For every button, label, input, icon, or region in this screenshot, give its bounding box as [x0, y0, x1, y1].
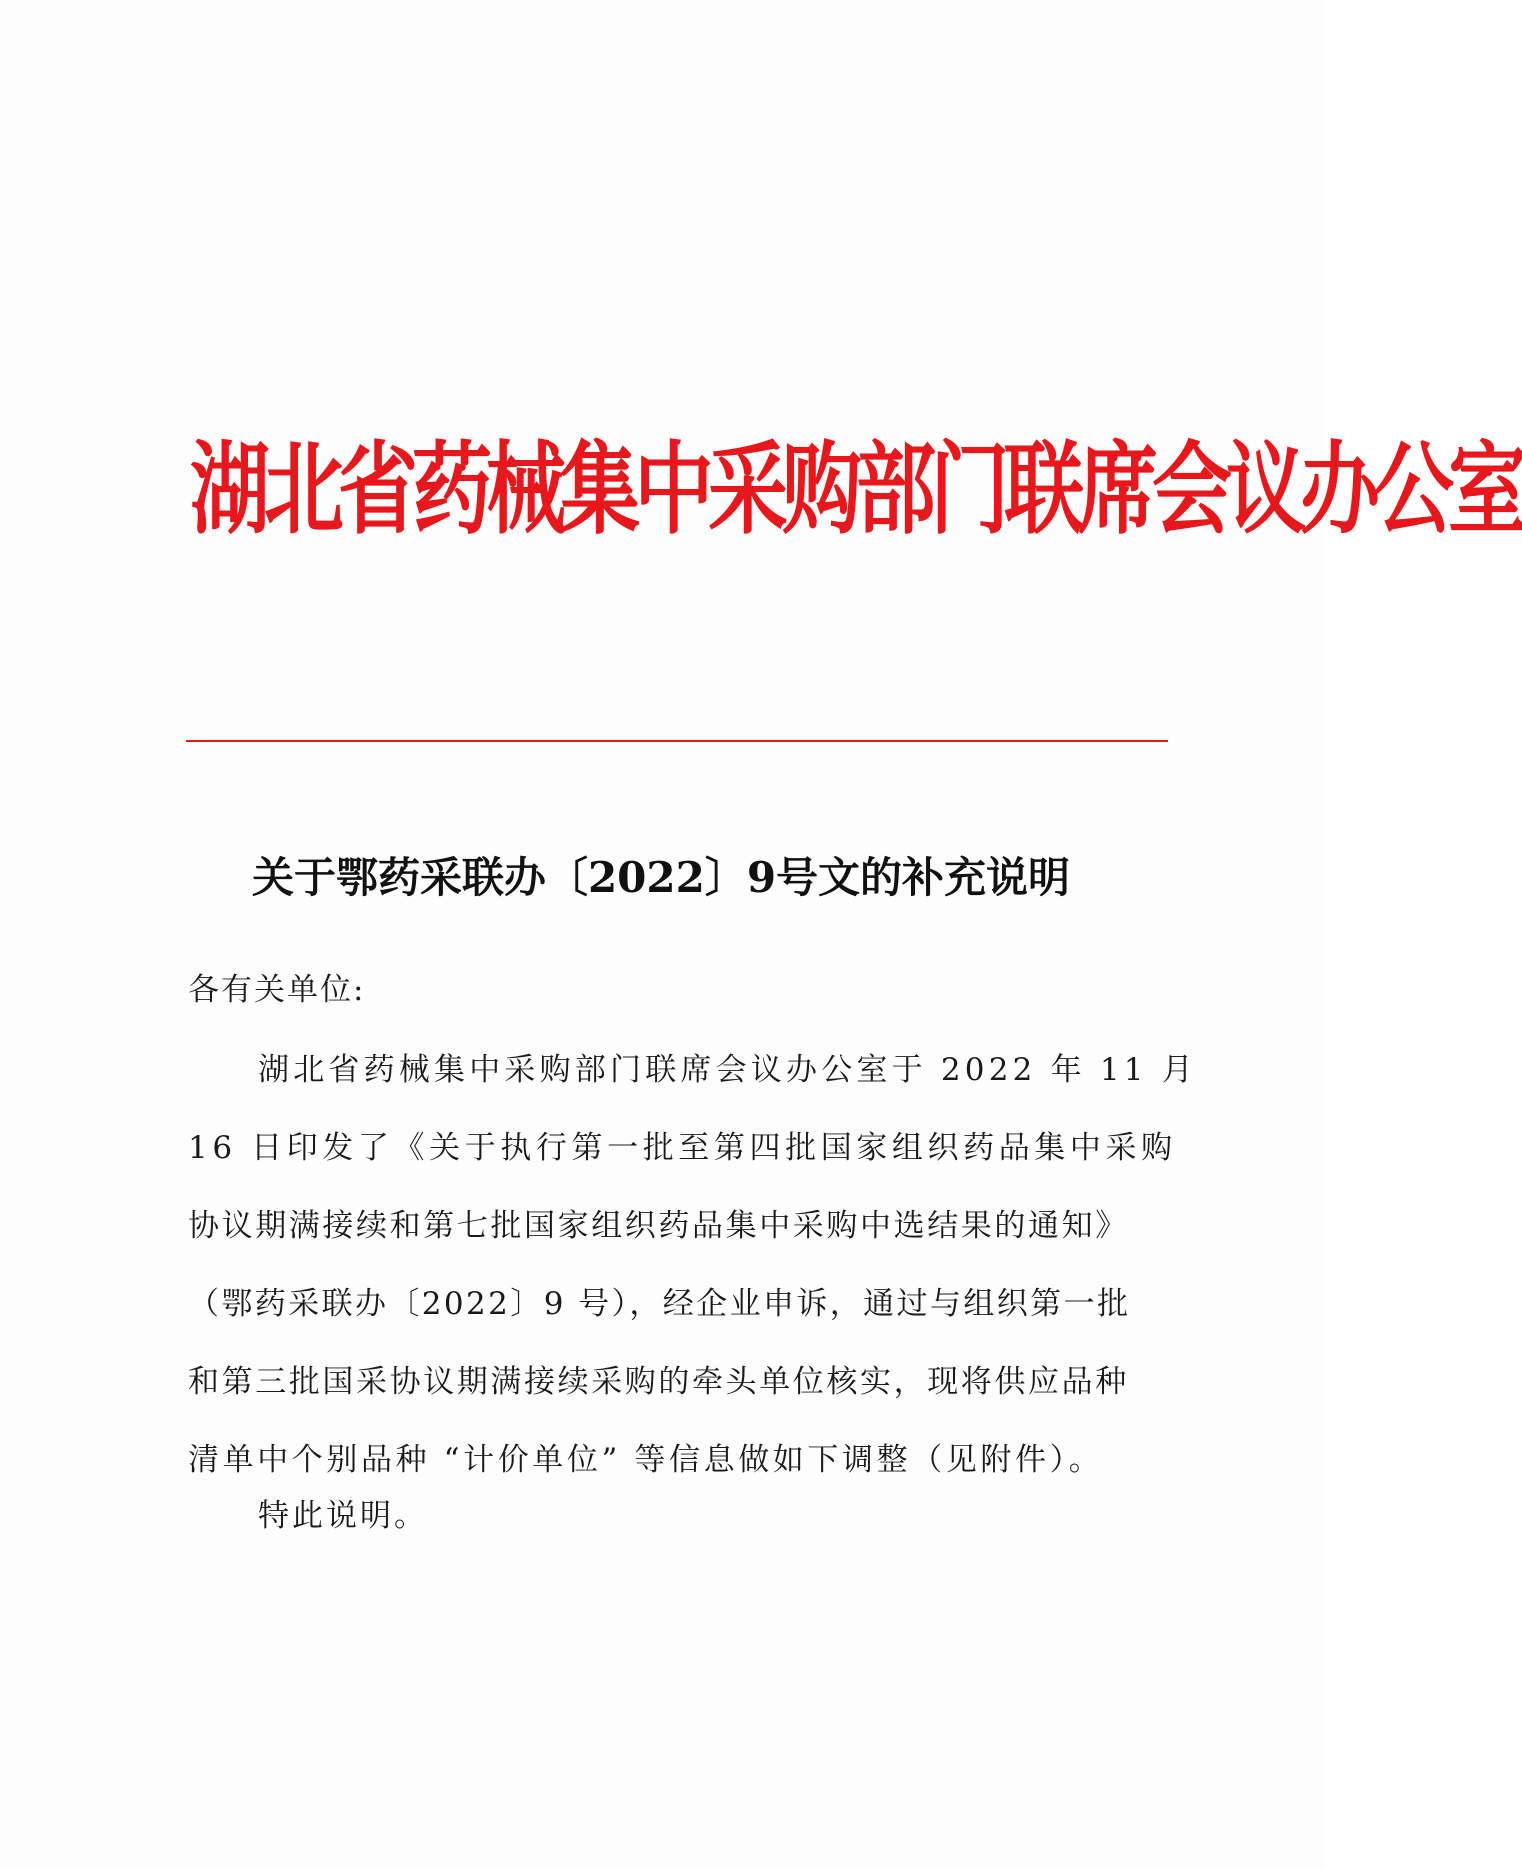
red-separator-line — [186, 740, 1168, 742]
closing-remark: 特此说明。 — [258, 1498, 428, 1534]
body-line: 16 日印发了《关于执行第一批至第四批国家组织药品集中采购 — [188, 1130, 1177, 1166]
body-line: 清单中个别品种 “计价单位” 等信息做如下调整（见附件）。 — [188, 1442, 1104, 1478]
body-line: 湖北省药械集中采购部门联席会议办公室于 2022 年 11 月 — [258, 1052, 1197, 1088]
body-line: （鄂药采联办〔2022〕9 号），经企业申诉，通过与组织第一批 — [188, 1286, 1131, 1322]
body-line: 协议期满接续和第七批国家组织药品集中采购中选结果的通知》 — [188, 1208, 1129, 1244]
letterhead-title: 湖北省药械集中采购部门联席会议办公室 — [190, 431, 1522, 548]
document-title: 关于鄂药采联办〔2022〕9号文的补充说明 — [251, 853, 1071, 902]
salutation: 各有关单位: — [188, 972, 366, 1008]
body-line: 和第三批国采协议期满接续采购的牵头单位核实，现将供应品种 — [188, 1364, 1129, 1400]
